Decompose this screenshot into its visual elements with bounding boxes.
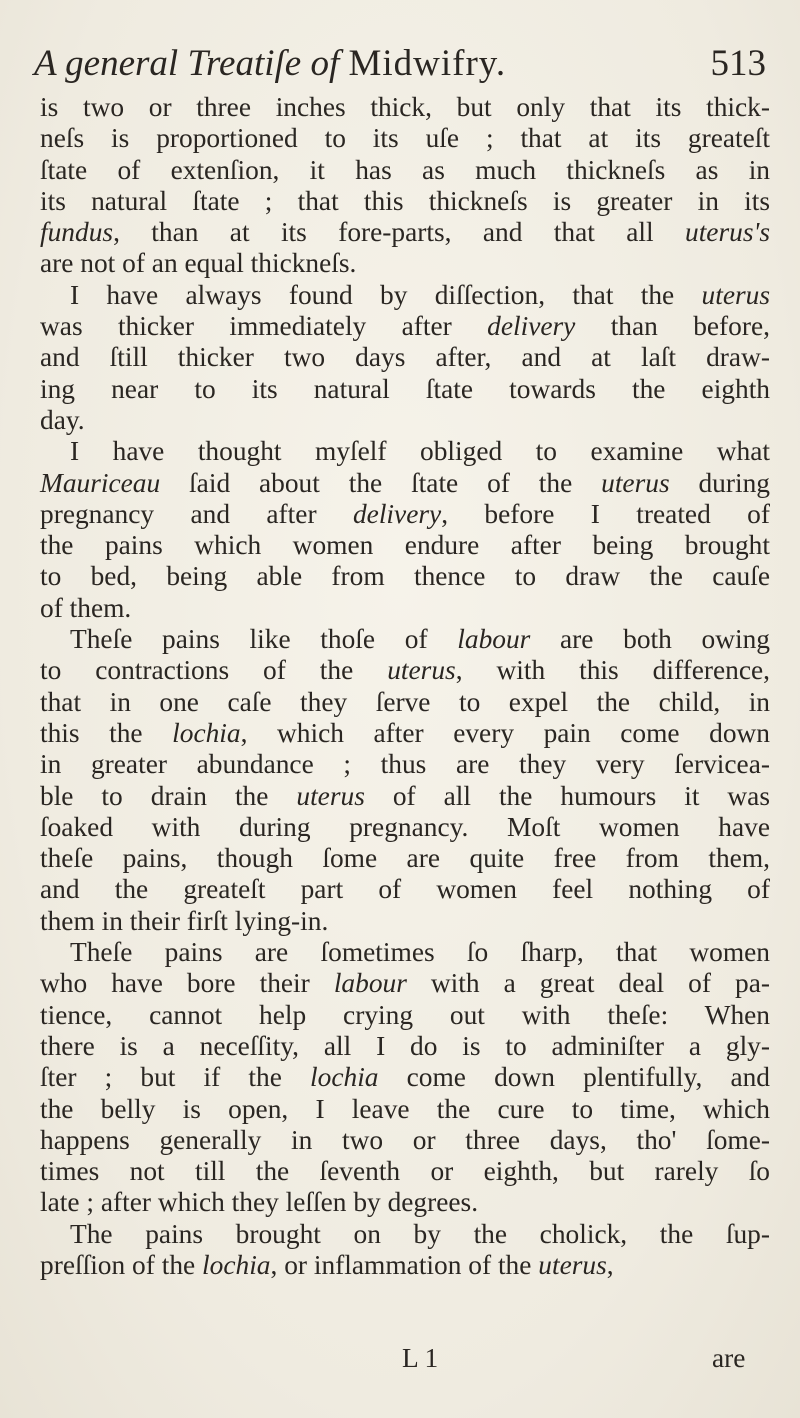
text-line <box>40 405 770 436</box>
title-part-1: A general Treatiſe <box>34 43 302 84</box>
text-segment: was thicker immediately after <box>40 311 488 342</box>
text-segment: that in one caſe they ſerve to expel the child, in <box>40 686 770 717</box>
italic-segment: Mauriceau <box>40 467 161 498</box>
text-line <box>40 530 770 561</box>
italic-segment: lochia <box>310 1062 379 1093</box>
text-line <box>40 123 770 154</box>
text-segment: , or inflammation of the <box>270 1249 539 1280</box>
text-line <box>40 499 770 530</box>
text-segment: is two or three inches thick, but only that its thick- <box>40 92 770 122</box>
italic-segment: lochia <box>172 717 241 748</box>
text-segment: I have thought myſelf obliged to examine what <box>70 436 770 467</box>
text-segment: to contractions of the <box>40 655 388 686</box>
text-line <box>40 248 770 279</box>
text-line <box>40 624 770 655</box>
italic-segment: labour <box>457 624 531 655</box>
text-segment: this the <box>40 717 173 748</box>
italic-segment: uterus <box>296 780 365 811</box>
text-segment: are both owing <box>530 624 770 655</box>
text-line <box>40 155 770 186</box>
text-segment: Theſe pains like thoſe of <box>70 624 458 655</box>
text-segment: the pains which women endure after being brought <box>40 530 770 561</box>
text-line <box>40 374 770 405</box>
text-segment: ſaid about the ſtate of the <box>160 467 602 498</box>
text-line <box>40 593 770 624</box>
italic-segment: delivery <box>487 311 576 342</box>
text-line <box>40 1094 770 1125</box>
text-segment: of all the humours it was <box>364 780 770 811</box>
text-segment: , than at its fore-parts, and that all <box>113 217 685 248</box>
text-segment: The pains brought on by the cholick, the ſup- <box>70 1218 770 1249</box>
text-line <box>40 1156 770 1187</box>
text-line <box>40 843 770 874</box>
text-line <box>40 655 770 686</box>
text-line <box>40 687 770 718</box>
text-line <box>40 1219 770 1250</box>
italic-segment: uterus <box>387 655 456 686</box>
text-segment: ſtate of extenſion, it has as much thickneſs as in <box>40 154 770 185</box>
italic-segment: delivery <box>352 498 442 529</box>
text-line <box>40 1031 770 1062</box>
text-line <box>40 781 770 812</box>
text-line <box>40 1125 770 1156</box>
page-number: 513 <box>710 43 766 84</box>
text-segment: them in their firſt lying-in. <box>40 905 329 936</box>
body-text <box>40 92 770 1281</box>
text-segment: during <box>669 467 770 498</box>
text-line <box>40 92 770 123</box>
text-segment: are not of an equal thickneſs. <box>40 248 357 279</box>
text-segment: preſſion of the <box>40 1249 203 1280</box>
text-segment: and ſtill thicker two days after, and at laſt draw- <box>40 342 770 373</box>
text-segment: ſoaked with during pregnancy. Moſt women have <box>40 811 770 842</box>
text-segment: I have always found by diſſection, that the <box>70 279 702 310</box>
text-line <box>40 1187 770 1218</box>
title-of: of <box>310 43 340 84</box>
text-segment: late ; after which they leſſen by degrees. <box>40 1187 479 1218</box>
text-line <box>40 1250 770 1281</box>
text-segment: than before, <box>575 311 770 342</box>
text-line <box>40 1000 770 1031</box>
italic-segment: uterus <box>601 467 670 498</box>
italic-segment: uterus <box>538 1249 607 1280</box>
text-line <box>40 937 770 968</box>
text-segment: tience, cannot help crying out with theſe: When <box>40 999 770 1030</box>
text-line <box>40 1062 770 1093</box>
italic-segment: uterus's <box>685 217 770 248</box>
text-segment: there is a neceſſity, all I do is to adminiſter a gly- <box>40 1030 770 1061</box>
text-line <box>40 217 770 248</box>
title-part-2: Midwifry. <box>348 43 507 84</box>
text-segment: with a great deal of pa- <box>406 968 770 999</box>
text-segment: come down plentifully, and <box>378 1062 770 1093</box>
running-header <box>30 42 770 92</box>
text-line <box>40 906 770 937</box>
text-segment: to bed, being able from thence to draw the cauſe <box>40 561 770 592</box>
text-line <box>40 186 770 217</box>
text-line <box>40 749 770 780</box>
text-segment: ble to drain the <box>40 780 297 811</box>
text-segment: pregnancy and after <box>40 498 353 529</box>
text-segment: , which after every pain come down <box>240 717 770 748</box>
text-line <box>40 874 770 905</box>
text-segment: and the greateſt part of women feel nothing of <box>40 874 770 905</box>
text-segment: who have bore their <box>40 968 334 999</box>
text-line <box>40 311 770 342</box>
italic-segment: uterus <box>701 279 770 310</box>
text-line <box>40 342 770 373</box>
italic-segment: labour <box>333 968 407 999</box>
text-segment: of them. <box>40 592 132 623</box>
text-line <box>40 561 770 592</box>
page-footer <box>0 1343 800 1377</box>
text-segment: day. <box>40 404 85 435</box>
text-segment: ing near to its natural ſtate towards the eighth <box>40 373 770 404</box>
text-line <box>40 280 770 311</box>
text-segment: , <box>606 1249 614 1280</box>
text-segment: theſe pains, though ſome are quite free from them, <box>40 843 770 874</box>
text-line <box>40 468 770 499</box>
italic-segment: fundus <box>40 217 114 248</box>
text-line <box>40 968 770 999</box>
text-segment: Theſe pains are ſometimes ſo ſharp, that women <box>70 937 770 968</box>
text-segment: its natural ſtate ; that this thickneſs is greater in its <box>40 185 770 216</box>
text-segment: the belly is open, I leave the cure to time, which <box>40 1093 770 1124</box>
text-segment: in greater abundance ; thus are they very ſervicea- <box>40 749 770 780</box>
text-segment: , before I treated of <box>441 498 770 529</box>
running-title <box>34 42 506 85</box>
text-line <box>40 436 770 467</box>
text-segment: times not till the ſeventh or eighth, but rarely ſo <box>40 1156 770 1187</box>
catchword: are <box>712 1343 746 1373</box>
signature-mark: L 1 <box>402 1343 439 1373</box>
text-segment: happens generally in two or three days, tho' ſome- <box>40 1124 770 1155</box>
italic-segment: lochia <box>202 1249 271 1280</box>
text-segment: ſter ; but if the <box>40 1062 311 1093</box>
text-line <box>40 718 770 749</box>
text-line <box>40 812 770 843</box>
text-segment: , with this difference, <box>455 655 770 686</box>
text-segment: neſs is proportioned to its uſe ; that at its greateſt <box>40 123 770 154</box>
